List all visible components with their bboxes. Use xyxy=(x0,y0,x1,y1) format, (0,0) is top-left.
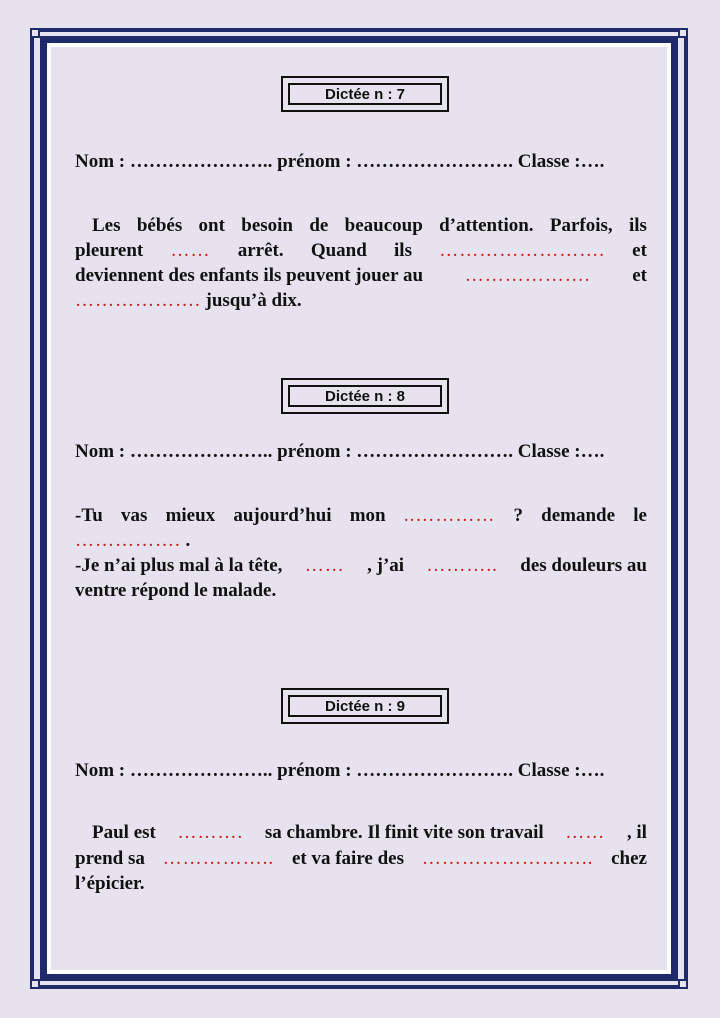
dictee-9-title: Dictée n : 9 xyxy=(288,695,442,717)
word: Parfois, xyxy=(549,215,613,236)
text-segment: deviennent des enfants ils peuvent jouer au xyxy=(75,265,424,286)
dictee-7-title: Dictée n : 7 xyxy=(288,83,442,105)
word: chez xyxy=(611,848,647,869)
word: beaucoup xyxy=(344,215,423,236)
dictee-9-text-line-3: l’épicier. xyxy=(75,873,145,894)
dictee-7-text-line-4 xyxy=(75,288,647,313)
blank-field: …… xyxy=(170,240,211,261)
word: ont xyxy=(198,215,225,236)
dictee-9-text-line-2 xyxy=(75,846,647,871)
word: vas xyxy=(121,505,148,526)
word: aujourd’hui xyxy=(233,505,332,526)
text-segment: -Je n’ai plus mal à la tête, xyxy=(75,555,283,576)
dictee-8-text-line-3 xyxy=(75,553,647,578)
word: ils xyxy=(628,215,647,236)
blank-field: ……………. xyxy=(75,530,181,551)
blank-field: ……….. xyxy=(426,555,498,576)
text-segment: des douleurs au xyxy=(520,555,647,576)
blank-field: …………….. xyxy=(162,848,275,869)
corner-ornament xyxy=(30,28,40,38)
word: arrêt. xyxy=(237,240,284,261)
blank-field: …… xyxy=(565,822,606,843)
word: Les xyxy=(92,215,121,236)
dictee-7-title-box xyxy=(281,76,449,112)
word: de xyxy=(309,215,329,236)
blank-field: ………. xyxy=(177,822,244,843)
corner-ornament xyxy=(678,979,688,989)
blank-field: ..………… xyxy=(403,505,496,526)
blank-field: …………………….. xyxy=(421,848,594,869)
text-segment: , il xyxy=(626,822,647,843)
text-segment: , j’ai xyxy=(367,555,405,576)
word: pleurent xyxy=(75,240,144,261)
text-segment: jusqu’à dix. xyxy=(205,290,302,311)
text-segment: Paul est xyxy=(92,822,156,843)
word: et xyxy=(632,240,647,261)
word: d’attention. xyxy=(439,215,534,236)
word: Quand xyxy=(310,240,367,261)
word: bébés xyxy=(136,215,183,236)
text-segment: sa chambre. Il finit vite son travail xyxy=(264,822,544,843)
text-segment: et va faire des xyxy=(291,848,405,869)
blank-field: ………………. xyxy=(75,290,201,311)
dictee-9-title-box xyxy=(281,688,449,724)
word: mieux xyxy=(165,505,216,526)
dictee-7-text-line-3 xyxy=(75,263,647,288)
word: ? xyxy=(513,505,523,526)
dictee-8-title: Dictée n : 8 xyxy=(288,385,442,407)
corner-ornament xyxy=(30,979,40,989)
word: ils xyxy=(394,240,412,261)
dictee-7-text-line-2 xyxy=(75,238,647,263)
word: demande xyxy=(541,505,616,526)
word: mon xyxy=(349,505,386,526)
dictee-9-header-line: Nom : ………………….. prénom : ……………………. Classe :…. xyxy=(75,760,605,781)
blank-field: ………………. xyxy=(464,265,591,286)
word: le xyxy=(633,505,647,526)
dictee-8-text-line-2 xyxy=(75,528,647,553)
dictee-8-text-line-1 xyxy=(75,503,647,528)
dictee-7-text-line-1 xyxy=(92,213,647,238)
dictee-8-header-line: Nom : ………………….. prénom : ……………………. Classe :…. xyxy=(75,441,605,462)
text-segment: prend sa xyxy=(75,848,145,869)
blank-field: ……………………. xyxy=(439,240,605,261)
word: et xyxy=(632,265,647,286)
blank-field: …… xyxy=(304,555,345,576)
dictee-9-text-line-1 xyxy=(92,820,647,845)
dictee-8-text-line-4: ventre répond le malade. xyxy=(75,580,277,601)
word: -Tu xyxy=(75,505,103,526)
word: besoin xyxy=(241,215,293,236)
dictee-8-title-box xyxy=(281,378,449,414)
word: . xyxy=(185,530,191,551)
corner-ornament xyxy=(678,28,688,38)
dictee-7-header-line: Nom : ………………….. prénom : ……………………. Classe :…. xyxy=(75,151,605,172)
